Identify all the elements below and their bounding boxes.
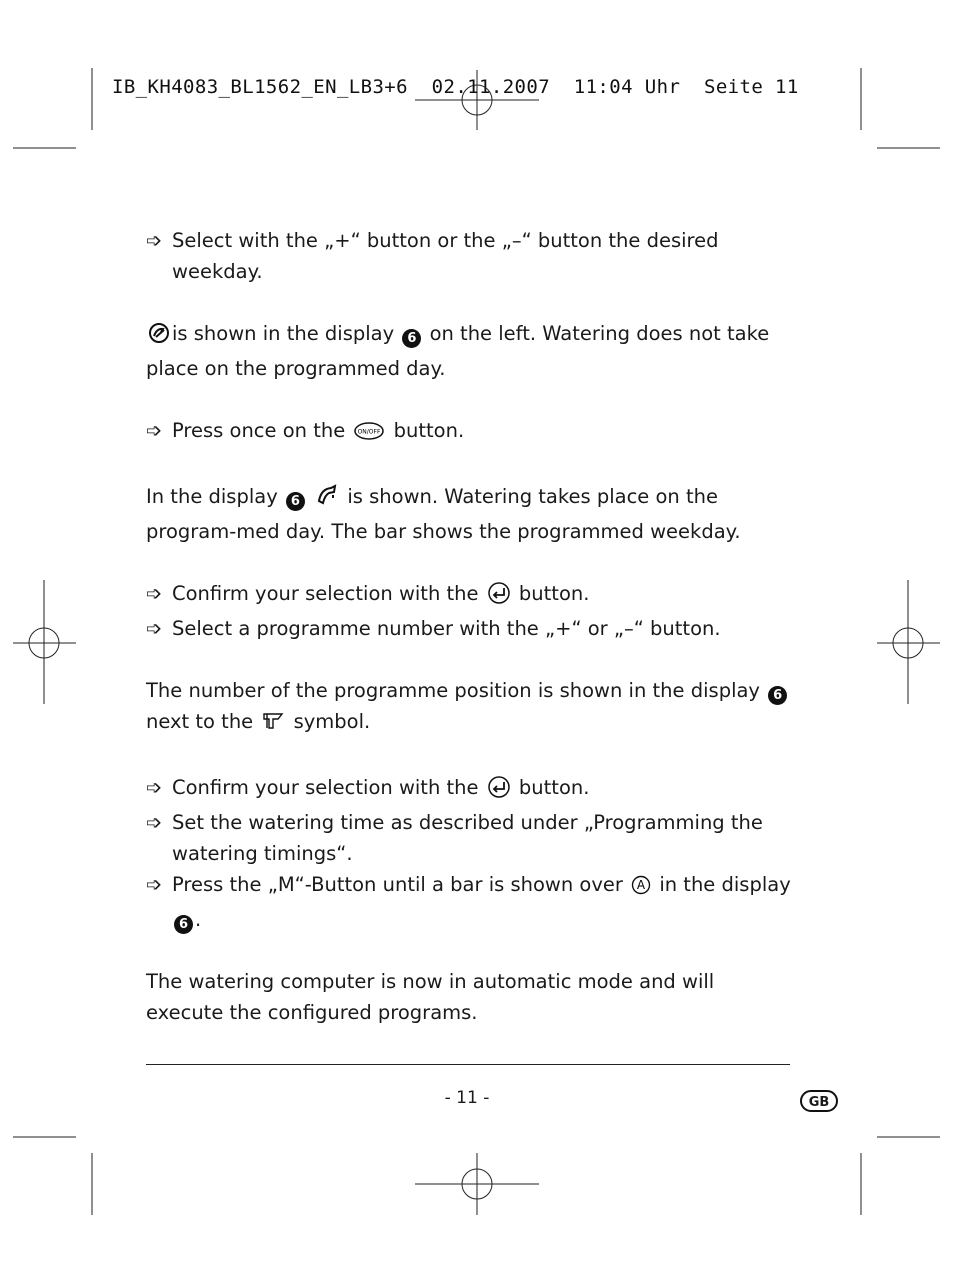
footer-divider: [146, 1064, 790, 1065]
arrow-icon: ➩: [146, 582, 163, 605]
header-date: 02.11.2007: [431, 76, 551, 98]
enter-button-icon: [487, 582, 511, 613]
on-off-button-icon: [353, 419, 385, 450]
paragraph: In the display 6 is shown. Watering takes place on the program-med day. The bar shows the programmed weekday.: [146, 485, 741, 543]
no-watering-icon: [148, 322, 170, 353]
program-symbol-icon: [261, 710, 285, 741]
print-header: [112, 76, 799, 98]
header-time: 11:04 Uhr: [573, 76, 681, 98]
arrow-icon: ➩: [146, 229, 163, 252]
paragraph: The number of the programme position is shown in the display 6 next to the symbol.: [146, 675, 796, 741]
arrow-icon: ➩: [146, 873, 163, 896]
arrow-icon: ➩: [146, 419, 163, 442]
svg-text:ON/OFF: ON/OFF: [357, 428, 381, 436]
marker-a-icon: [631, 873, 651, 904]
instruction-step: [146, 613, 796, 644]
paragraph: The watering computer is now in automatic mode and will execute the configured programs.: [146, 970, 715, 1024]
instruction-step: ➩ Confirm your selection with the button.: [146, 578, 796, 613]
watering-icon: [315, 483, 339, 516]
step-text: Set the watering time as described under „Programming the watering timings“.: [172, 811, 763, 865]
step-text: Select with the „+“ button or the „–“ button the desired weekday.: [172, 229, 719, 283]
country-badge: GB: [800, 1090, 838, 1112]
display-ref-badge: 6: [286, 492, 305, 511]
paragraph: is shown in the display 6 on the left. Watering does not take place on the programmed day.: [146, 322, 770, 380]
svg-text:A: A: [637, 878, 646, 892]
page-number: - 11 -: [444, 1088, 490, 1108]
step-text: Select a programme number with the „+“ or „–“ button.: [172, 617, 721, 640]
arrow-icon: ➩: [146, 776, 163, 799]
enter-button-icon: [487, 776, 511, 807]
display-ref-badge: 6: [402, 329, 421, 348]
arrow-icon: ➩: [146, 617, 163, 640]
display-ref-badge: 6: [768, 686, 787, 705]
header-slug: IB_KH4083_BL1562_EN_LB3+6: [112, 76, 408, 98]
instruction-step: [146, 225, 796, 287]
instruction-step: ➩ Confirm your selection with the button.: [146, 772, 796, 807]
page-content: [146, 225, 796, 1028]
display-ref-badge: 6: [174, 915, 193, 934]
instruction-step: ➩ Press once on the ON/OFF button.: [146, 415, 796, 450]
arrow-icon: ➩: [146, 811, 163, 834]
instruction-step: ➩ Press the „M“-Button until a bar is shown over A in the display 6 .: [146, 869, 796, 935]
header-page: Seite 11: [704, 76, 799, 98]
instruction-step: [146, 807, 796, 869]
